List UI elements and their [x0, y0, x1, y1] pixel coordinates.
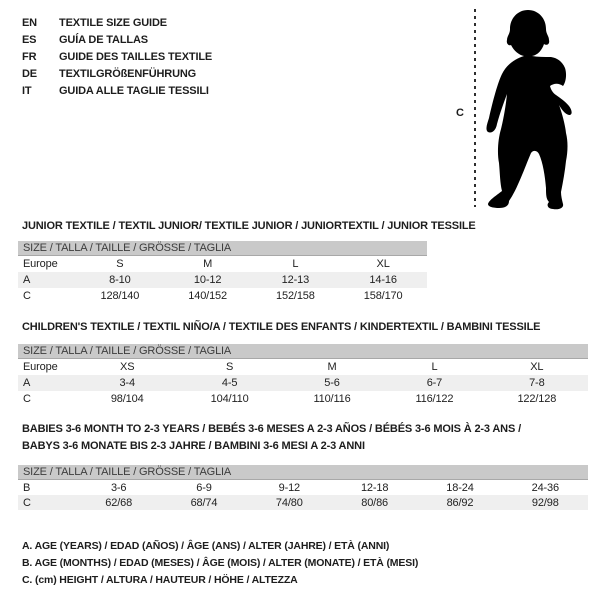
size-cell: 98/104	[110, 393, 144, 405]
row-label: Europe	[23, 361, 58, 373]
size-cell: L	[292, 258, 299, 270]
size-cell: 6-7	[426, 377, 443, 389]
size-cell: S	[116, 258, 124, 270]
size-cell: XS	[120, 361, 135, 373]
height-marker-label: C	[456, 107, 464, 119]
size-cell: 104/110	[210, 393, 249, 405]
table-title-line: JUNIOR TEXTILE / TEXTIL JUNIOR/ TEXTILE JUNIOR / JUNIORTEXTIL / JUNIOR TESSILE	[22, 220, 476, 232]
table-row	[18, 272, 427, 288]
size-cell: 6-9	[196, 481, 212, 494]
size-cell: 14-16	[369, 274, 397, 286]
table-row	[18, 359, 588, 375]
table-row	[18, 288, 427, 304]
size-cell: 86/92	[446, 496, 474, 509]
language-code: FR	[22, 50, 37, 63]
size-cell: 3-6	[110, 481, 127, 494]
size-cell: 158/170	[363, 290, 403, 302]
language-row	[22, 82, 212, 99]
size-cell: 18-24	[446, 481, 474, 494]
size-cell: 4-5	[221, 377, 238, 389]
language-label: GUIDE DES TAILLES TEXTILE	[59, 50, 213, 63]
size-cell: 7-8	[529, 377, 545, 389]
size-header-bar: SIZE / TALLA / TAILLE / GRÖSSE / TAGLIA	[18, 344, 588, 359]
size-cell: 140/152	[188, 290, 227, 302]
language-label: GUÍA DE TALLAS	[59, 34, 148, 47]
table-row	[18, 391, 588, 407]
size-cell: 152/158	[276, 290, 315, 302]
size-cell: 122/128	[517, 393, 557, 405]
size-cell: 74/80	[275, 496, 303, 509]
footnote-line: A. AGE (YEARS) / EDAD (AÑOS) / ÂGE (ANS) / ALTER (JAHRE) / ETÀ (ANNI)	[22, 540, 390, 552]
row-label: B	[23, 481, 31, 494]
language-code: IT	[22, 84, 32, 97]
table-title	[18, 320, 588, 334]
footnotes	[22, 538, 418, 589]
size-cell: 128/140	[100, 290, 140, 302]
size-cell: 116/122	[415, 393, 454, 405]
table-title-line: CHILDREN'S TEXTILE / TEXTIL NIÑO/A / TEXTILE DES ENFANTS / KINDERTEXTIL / BAMBINI TESSILE	[22, 321, 541, 333]
table-title-line: BABYS 3-6 MONATE BIS 2-3 JAHRE / BAMBINI 3-6 MESI A 2-3 ANNI	[22, 440, 365, 452]
size-cell: 80/86	[361, 496, 389, 509]
table-row	[18, 375, 588, 391]
size-cell: M	[203, 258, 213, 270]
language-label: TEXTILGRÖßENFÜHRUNG	[59, 67, 197, 80]
size-cell: 9-12	[278, 481, 301, 494]
size-cell: 24-36	[531, 481, 559, 494]
size-table-babies	[18, 421, 588, 510]
size-cell: S	[226, 361, 234, 373]
row-label: C	[23, 496, 31, 509]
language-row	[22, 65, 212, 82]
row-label: A	[23, 274, 31, 286]
size-cell: 12-18	[360, 481, 389, 494]
language-label: TEXTILE SIZE GUIDE	[59, 17, 167, 30]
table-title	[18, 421, 588, 455]
size-cell: 62/68	[105, 496, 133, 509]
size-cell: XL	[530, 361, 544, 373]
row-label: C	[23, 393, 31, 405]
language-header	[22, 15, 212, 99]
table-title-line: BABIES 3-6 MONTH TO 2-3 YEARS / BEBÉS 3-6 MESES A 2-3 AÑOS / BÉBÉS 3-6 MOIS À 2-3 ANS /	[22, 423, 521, 435]
size-cell: 5-6	[324, 377, 340, 389]
table-row	[18, 480, 588, 495]
table-title	[18, 219, 476, 233]
size-table-children	[18, 320, 588, 407]
size-cell: 8-10	[109, 274, 131, 286]
language-code: EN	[22, 17, 37, 30]
height-dashed-line	[474, 9, 476, 207]
size-cell: M	[327, 361, 337, 373]
row-label: Europe	[23, 258, 58, 270]
size-cell: 10-12	[193, 274, 222, 286]
table-row	[18, 495, 588, 510]
language-row	[22, 49, 212, 66]
row-label: C	[23, 290, 31, 302]
language-code: DE	[22, 67, 37, 80]
height-figure	[450, 0, 600, 215]
size-header-bar: SIZE / TALLA / TAILLE / GRÖSSE / TAGLIA	[18, 465, 588, 480]
size-cell: XL	[376, 258, 390, 270]
size-cell: L	[431, 361, 438, 373]
baby-silhouette-icon	[480, 5, 595, 215]
table-row	[18, 256, 427, 272]
size-header-bar: SIZE / TALLA / TAILLE / GRÖSSE / TAGLIA	[18, 241, 427, 256]
size-cell: 12-13	[281, 274, 310, 286]
size-cell: 3-4	[119, 377, 135, 389]
footnote-line: C. (cm) HEIGHT / ALTURA / HAUTEUR / HÖHE / ALTEZZA	[22, 574, 298, 586]
size-table-junior	[18, 219, 476, 304]
size-cell: 92/98	[531, 496, 559, 509]
size-cell: 110/116	[313, 393, 351, 405]
footnote-line: B. AGE (MONTHS) / EDAD (MESES) / ÂGE (MOIS) / ALTER (MONATE) / ETÀ (MESI)	[22, 557, 419, 569]
language-code: ES	[22, 34, 37, 47]
row-label: A	[23, 377, 31, 389]
language-row	[22, 32, 212, 49]
language-row	[22, 15, 212, 32]
size-cell: 68/74	[190, 496, 218, 509]
language-label: GUIDA ALLE TAGLIE TESSILI	[59, 84, 209, 97]
